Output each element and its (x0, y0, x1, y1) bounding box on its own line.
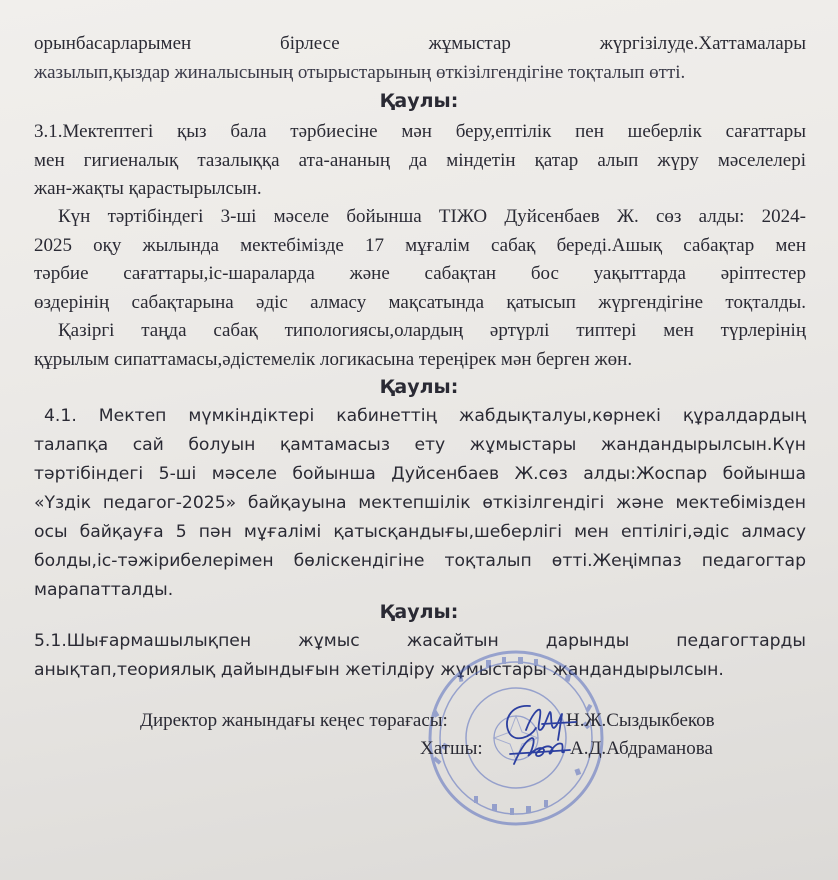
agenda-item-3 (34, 203, 806, 374)
text-line: 4.1. Мектеп мүмкіндіктері кабинеттің жабдықталуы,көрнекі құралдардың (44, 406, 806, 426)
text-line: 3.1.Мектептегі қыз бала тәрбиесіне мән беру,ептілік пен шеберлік сағаттары (34, 121, 806, 142)
chair-role: Директор жанындағы кеңес төрағасы: (140, 710, 448, 731)
text-line: жан-жақты қарастырылсын. (34, 178, 262, 199)
secretary-name: А.Д.Абдраманова (570, 738, 713, 759)
text-line: марапатталды. (34, 580, 174, 600)
text-line: Қазіргі таңда сабақ типологиясы,олардың әртүрлі типтері мен түрлерінің (58, 320, 806, 341)
text-line: құрылым сипаттамасы,әдістемелік логикасына тереңірек мән берген жөн. (34, 348, 633, 370)
text-line: жазылып,қыздар жиналысының отырыстарының өткізілгендігіне тоқталып өтті. (34, 61, 686, 83)
text-line: болды,іс-тәжірибелерімен бөліскендігіне тоқталып өтті.Жеңімпаз педагогтар (34, 551, 806, 571)
text-line: мен гигиеналық тазалыққа ата-ананың да міндетін қатар алып жүру мәселелері (34, 149, 806, 171)
text-line: тәртібіндегі 5-ші мәселе бойынша Дуйсенбаев Ж.сөз алды:Жоспар бойынша (34, 464, 806, 484)
text-line: 5.1.Шығармашылықпен жұмыс жасайтын дарынды педагогтарды (34, 631, 806, 651)
text-line: 2025 оқу жылында мектебімізде 17 мұғалім сабақ береді.Ашық сабақтар мен (34, 234, 806, 256)
text-line: Күн тәртібіндегі 3-ші мәселе бойынша ТІЖО Дуйсенбаев Ж. сөз алды: 2024- (58, 206, 806, 227)
decision-5-1 (34, 627, 806, 685)
decision-4-1 (34, 402, 806, 605)
secretary-signature (506, 730, 576, 770)
text-line: тәрбие сағаттары,іс-шараларда және сабақтан бос уақыттарда әріптестер (34, 263, 806, 284)
decision-heading: Қаулы: (379, 601, 459, 623)
decision-3-1 (34, 118, 806, 204)
decision-heading: Қаулы: (379, 376, 459, 398)
text-line: орынбасарларымен бірлесе жұмыстар жүргізілуде.Хаттамалары (34, 33, 806, 54)
secretary-role: Хатшы: (420, 738, 483, 759)
text-line: талапқа сай болуын қамтамасыз ету жұмыстары жандандырылсын.Күн (34, 435, 806, 455)
text-line: «Үздік педагог-2025» байқауына мектепшілік өткізілгендігі және мектебімізден (34, 493, 806, 513)
text-line: анықтап,теориялық дайындығын жетілдіру жұмыстары жандандырылсын. (34, 660, 724, 680)
intro-paragraph (34, 30, 806, 87)
decision-heading: Қаулы: (379, 90, 459, 112)
text-line: өздерінің сабақтарына әдіс алмасу мақсатында қатысып жүргендігіне тоқталды. (34, 291, 806, 313)
chair-name: Н.Ж.Сыздыкбеков (566, 710, 715, 731)
text-line: осы байқауға 5 пән мұғалімі қатысқандығы,шеберлігі мен ептілігі,әдіс алмасу (34, 522, 806, 542)
